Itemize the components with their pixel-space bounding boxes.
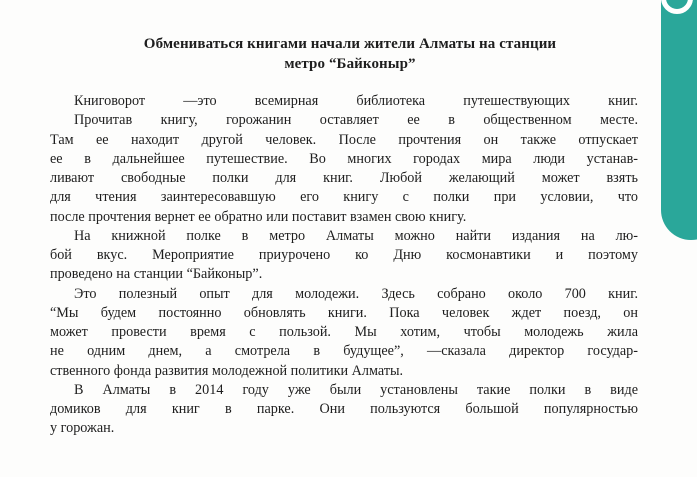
article-body-line: Книговорот —это всемирная библиотека путешествующих книг. (74, 93, 638, 109)
article-title-line-1: Обмениваться книгами начали жители Алматы на станции (143, 36, 557, 52)
article-body-line: после прочтения вернет ее обратно или поставит взамен свою книгу. (50, 208, 467, 225)
article-body-line: На книжной полке в метро Алматы можно найти издания на лю- (74, 227, 638, 244)
article-body-line: Там ее находит другой человек. После прочтения он также отпускает (50, 131, 638, 148)
article-body-line: может провести время с пользой. Мы хотим, чтобы молодежь жила (50, 324, 638, 340)
article-body (50, 92, 638, 439)
article-body-line: В Алматы в 2014 году уже были установлены такие полки в виде (74, 381, 638, 398)
article-title (60, 34, 640, 74)
article-body-line: бой вкус. Мероприятие приурочено ко Дню космонавтики и поэтому (50, 247, 638, 263)
article-body-line: “Мы будем постоянно обновлять книги. Пока человек ждет поезд, он (50, 304, 638, 321)
article-body-line: проведено на станции “Байконыр”. (50, 266, 263, 283)
article-body-line: ее в дальнейшее путешествие. Во многих городах мира люди устанав- (50, 150, 638, 167)
teal-decorative-band (661, 0, 697, 240)
article-body-line: не одним днем, а смотрела в будущее”, —сказала директор государ- (50, 343, 638, 360)
article-body-line: у горожан. (50, 420, 115, 437)
article-body-line: для чтения заинтересовавшую его книгу с полки при условии, что (50, 189, 638, 206)
article-body-line: Это полезный опыт для молодежи. Здесь собрано около 700 книг. (74, 285, 638, 302)
article-body-line: домиков для книг в парке. Они пользуются большой популярностью (50, 401, 638, 417)
article-body-line: ливают свободные полки для книг. Любой желающий может взять (50, 170, 638, 186)
article-body-line: ственного фонда развития молодежной политики Алматы. (50, 362, 404, 379)
article-title-line-2: метро “Байконыр” (284, 56, 416, 72)
article-body-line: Прочитав книгу, горожанин оставляет ее в общественном месте. (74, 112, 638, 129)
